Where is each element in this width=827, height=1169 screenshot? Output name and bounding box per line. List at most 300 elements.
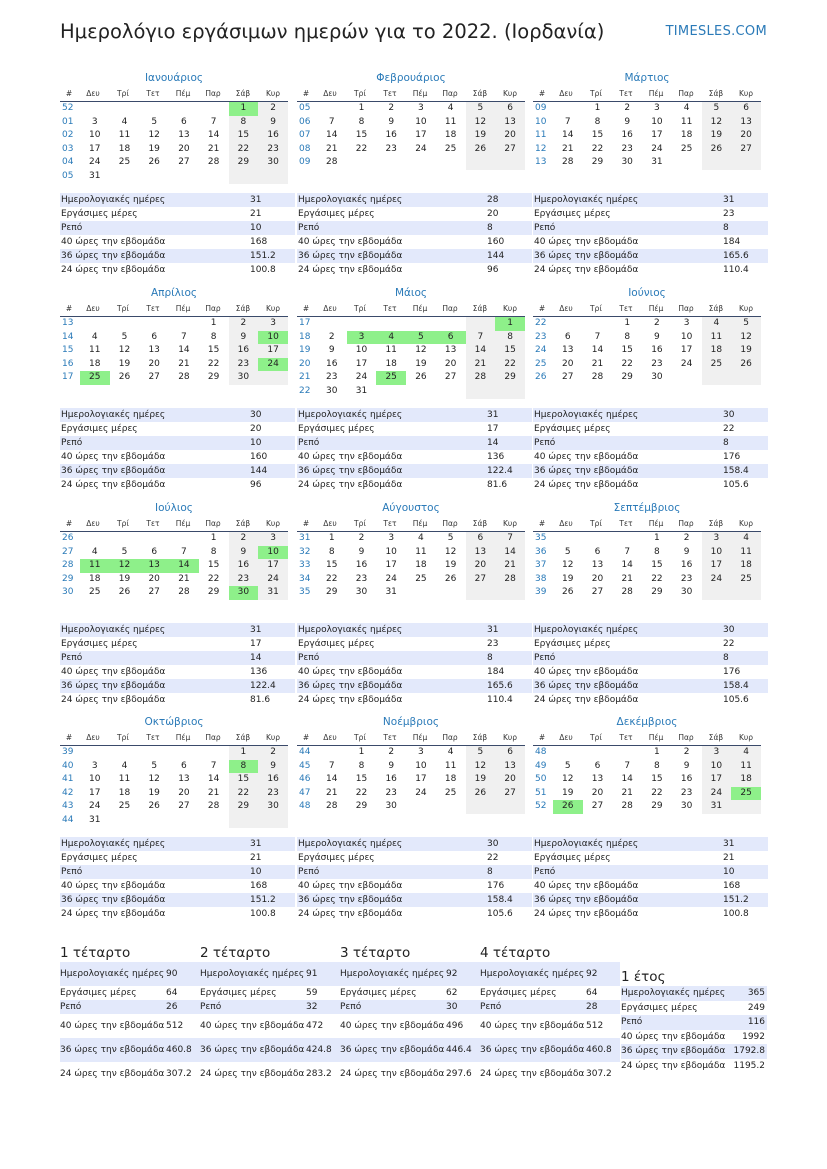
day-cell[interactable]: 17 [355,358,368,369]
day-cell[interactable]: 26 [118,372,131,383]
day-cell[interactable]: 15 [325,560,338,571]
day-cell[interactable]: 14 [169,559,199,573]
day-cell[interactable]: 3 [702,532,732,546]
day-cell[interactable]: 14 [466,344,496,358]
day-cell[interactable]: 27 [591,801,604,812]
day-cell[interactable]: 11 [385,345,397,356]
day-cell[interactable]: 10 [355,345,368,356]
day-cell[interactable]: 2 [258,102,288,116]
day-cell[interactable]: 29 [651,587,663,598]
day-cell[interactable]: 23 [229,573,259,587]
day-cell[interactable]: 6 [731,102,761,116]
day-cell[interactable]: 10 [651,116,663,127]
day-cell[interactable]: 21 [178,573,190,584]
day-cell[interactable]: 26 [148,801,160,812]
day-cell[interactable]: 9 [683,546,690,557]
day-cell[interactable]: 29 [355,801,368,812]
day-cell[interactable]: 5 [466,746,496,760]
day-cell[interactable]: 7 [181,546,187,557]
day-cell[interactable]: 13 [591,560,604,571]
day-cell[interactable]: 27 [495,787,525,801]
day-cell[interactable]: 3 [418,747,424,757]
day-cell[interactable]: 28 [325,801,338,812]
day-cell[interactable]: 13 [139,559,169,573]
day-cell[interactable]: 26 [466,787,496,801]
day-cell[interactable]: 5 [564,760,571,771]
day-cell[interactable]: 30 [325,385,338,396]
day-cell[interactable]: 6 [151,546,158,557]
day-cell[interactable]: 8 [654,546,660,557]
day-cell[interactable]: 30 [229,371,259,385]
day-cell[interactable]: 24 [651,143,663,154]
day-cell[interactable]: 31 [258,586,288,600]
day-cell[interactable]: 25 [88,587,101,598]
day-cell[interactable]: 22 [651,573,663,584]
day-cell[interactable]: 29 [325,587,338,598]
day-cell[interactable]: 19 [415,358,427,369]
day-cell[interactable]: 18 [444,130,457,141]
day-cell[interactable]: 15 [591,130,604,141]
day-cell[interactable]: 16 [385,130,397,141]
day-cell[interactable]: 31 [88,814,101,825]
day-cell[interactable]: 19 [466,773,496,787]
day-cell[interactable]: 13 [178,130,190,141]
day-cell[interactable]: 28 [178,587,190,598]
day-cell[interactable]: 13 [444,345,457,356]
day-cell[interactable]: 16 [258,129,288,143]
day-cell[interactable]: 8 [594,116,601,127]
day-cell[interactable]: 9 [683,760,690,771]
day-cell[interactable]: 23 [680,787,693,798]
day-cell[interactable]: 6 [436,331,466,345]
day-cell[interactable]: 3 [654,103,660,113]
day-cell[interactable]: 7 [210,116,217,127]
day-cell[interactable]: 27 [178,801,190,812]
day-cell[interactable]: 14 [325,774,338,785]
day-cell[interactable]: 6 [466,532,496,546]
day-cell[interactable]: 11 [444,116,457,127]
day-cell[interactable]: 8 [654,760,660,771]
day-cell[interactable]: 28 [178,372,190,383]
day-cell[interactable]: 20 [466,559,496,573]
day-cell[interactable]: 25 [80,371,110,385]
day-cell[interactable]: 23 [355,573,368,584]
day-cell[interactable]: 22 [355,143,368,154]
day-cell[interactable]: 14 [178,345,190,356]
day-cell[interactable]: 28 [621,587,633,598]
day-cell[interactable]: 18 [88,358,101,369]
day-cell[interactable]: 11 [415,546,427,557]
day-cell[interactable]: 22 [207,358,220,369]
day-cell[interactable]: 3 [258,532,288,546]
day-cell[interactable]: 29 [207,587,220,598]
day-cell[interactable]: 18 [415,560,427,571]
day-cell[interactable]: 6 [594,546,601,557]
day-cell[interactable]: 7 [328,760,335,771]
day-cell[interactable]: 22 [355,787,368,798]
day-cell[interactable]: 11 [80,559,110,573]
day-cell[interactable]: 16 [680,774,693,785]
day-cell[interactable]: 26 [553,800,583,814]
day-cell[interactable]: 4 [91,546,98,557]
day-cell[interactable]: 2 [388,747,395,757]
day-cell[interactable]: 9 [388,116,395,127]
day-cell[interactable]: 26 [148,157,160,168]
day-cell[interactable]: 10 [415,116,427,127]
day-cell[interactable]: 21 [561,143,574,154]
day-cell[interactable]: 18 [702,344,732,358]
day-cell[interactable]: 8 [210,546,217,557]
day-cell[interactable]: 13 [591,774,604,785]
day-cell[interactable]: 30 [355,587,368,598]
day-cell[interactable]: 9 [258,116,288,130]
day-cell[interactable]: 19 [444,560,457,571]
day-cell[interactable]: 30 [680,801,693,812]
day-cell[interactable]: 13 [495,760,525,774]
day-cell[interactable]: 29 [207,372,220,383]
day-cell[interactable]: 1 [654,533,660,543]
day-cell[interactable]: 25 [731,573,761,587]
day-cell[interactable]: 22 [229,143,259,157]
day-cell[interactable]: 28 [591,372,604,383]
day-cell[interactable]: 11 [731,760,761,774]
day-cell[interactable]: 30 [621,157,633,168]
day-cell[interactable]: 5 [564,546,571,557]
day-cell[interactable]: 2 [624,103,631,113]
day-cell[interactable]: 21 [591,358,604,369]
day-cell[interactable]: 21 [207,143,220,154]
day-cell[interactable]: 3 [91,760,98,771]
day-cell[interactable]: 10 [415,760,427,771]
day-cell[interactable]: 5 [121,546,128,557]
day-cell[interactable]: 15 [207,560,220,571]
day-cell[interactable]: 1 [358,747,365,757]
day-cell[interactable]: 18 [118,787,131,798]
day-cell[interactable]: 8 [358,116,365,127]
day-cell[interactable]: 14 [207,774,220,785]
day-cell[interactable]: 4 [731,532,761,546]
day-cell[interactable]: 17 [680,345,693,356]
day-cell[interactable]: 25 [444,787,457,798]
day-cell[interactable]: 24 [702,787,732,801]
day-cell[interactable]: 9 [654,331,660,342]
day-cell[interactable]: 27 [148,372,160,383]
day-cell[interactable]: 24 [415,787,427,798]
day-cell[interactable]: 24 [415,143,427,154]
day-cell[interactable]: 27 [561,372,574,383]
day-cell[interactable]: 1 [594,103,601,113]
day-cell[interactable]: 22 [207,573,220,584]
day-cell[interactable]: 12 [148,774,160,785]
day-cell[interactable]: 9 [229,331,259,345]
day-cell[interactable]: 27 [444,372,457,383]
day-cell[interactable]: 20 [591,573,604,584]
day-cell[interactable]: 4 [447,747,454,757]
day-cell[interactable]: 2 [258,746,288,760]
day-cell[interactable]: 22 [229,787,259,801]
day-cell[interactable]: 14 [591,345,604,356]
day-cell[interactable]: 16 [229,559,259,573]
day-cell[interactable]: 23 [258,787,288,801]
day-cell[interactable]: 20 [444,358,457,369]
day-cell[interactable]: 25 [415,573,427,584]
day-cell[interactable]: 8 [358,760,365,771]
day-cell[interactable]: 1 [210,318,217,328]
day-cell[interactable]: 20 [591,787,604,798]
day-cell[interactable]: 25 [680,143,693,154]
day-cell[interactable]: 17 [415,130,427,141]
day-cell[interactable]: 30 [680,587,693,598]
day-cell[interactable]: 26 [415,372,427,383]
day-cell[interactable]: 1 [229,746,259,760]
day-cell[interactable]: 8 [328,546,335,557]
day-cell[interactable]: 3 [347,331,377,345]
day-cell[interactable]: 25 [118,801,131,812]
day-cell[interactable]: 2 [388,103,395,113]
day-cell[interactable]: 23 [385,143,397,154]
day-cell[interactable]: 21 [325,787,338,798]
day-cell[interactable]: 25 [731,787,761,801]
day-cell[interactable]: 14 [325,130,338,141]
day-cell[interactable]: 5 [466,102,496,116]
day-cell[interactable]: 10 [88,774,101,785]
day-cell[interactable]: 5 [447,533,454,543]
day-cell[interactable]: 29 [229,800,259,814]
day-cell[interactable]: 3 [683,318,690,328]
day-cell[interactable]: 28 [561,157,574,168]
day-cell[interactable]: 27 [495,143,525,157]
day-cell[interactable]: 20 [731,129,761,143]
day-cell[interactable]: 12 [110,559,140,573]
day-cell[interactable]: 26 [702,143,732,157]
day-cell[interactable]: 3 [91,116,98,127]
day-cell[interactable]: 5 [151,760,158,771]
day-cell[interactable]: 16 [385,774,397,785]
day-cell[interactable]: 4 [447,103,454,113]
day-cell[interactable]: 3 [702,746,732,760]
day-cell[interactable]: 11 [118,774,131,785]
day-cell[interactable]: 26 [444,573,457,584]
day-cell[interactable]: 5 [702,102,732,116]
day-cell[interactable]: 9 [388,760,395,771]
day-cell[interactable]: 22 [325,573,338,584]
day-cell[interactable]: 24 [702,573,732,587]
day-cell[interactable]: 12 [561,560,574,571]
day-cell[interactable]: 1 [624,318,631,328]
day-cell[interactable]: 12 [148,130,160,141]
day-cell[interactable]: 2 [229,532,259,546]
day-cell[interactable]: 19 [561,573,574,584]
day-cell[interactable]: 15 [229,129,259,143]
day-cell[interactable]: 18 [385,358,397,369]
day-cell[interactable]: 30 [229,586,259,600]
day-cell[interactable]: 21 [466,358,496,372]
day-cell[interactable]: 2 [683,533,690,543]
day-cell[interactable]: 17 [651,130,663,141]
day-cell[interactable]: 18 [118,143,131,154]
day-cell[interactable]: 30 [651,372,663,383]
day-cell[interactable]: 20 [178,787,190,798]
day-cell[interactable]: 6 [181,116,187,127]
day-cell[interactable]: 19 [561,787,574,798]
day-cell[interactable]: 2 [229,317,259,331]
day-cell[interactable]: 5 [121,331,128,342]
day-cell[interactable]: 3 [418,103,424,113]
day-cell[interactable]: 1 [229,102,259,116]
day-cell[interactable]: 9 [229,546,259,560]
day-cell[interactable]: 9 [358,546,365,557]
day-cell[interactable]: 12 [444,546,457,557]
day-cell[interactable]: 1 [654,747,660,757]
day-cell[interactable]: 15 [229,773,259,787]
day-cell[interactable]: 23 [385,787,397,798]
day-cell[interactable]: 22 [591,143,604,154]
day-cell[interactable]: 3 [258,317,288,331]
day-cell[interactable]: 6 [151,331,158,342]
day-cell[interactable]: 28 [207,157,220,168]
day-cell[interactable]: 27 [148,587,160,598]
day-cell[interactable]: 14 [561,130,574,141]
day-cell[interactable]: 16 [325,358,338,369]
day-cell[interactable]: 8 [210,331,217,342]
site-logo[interactable]: TIMESLES.COM [665,24,767,39]
day-cell[interactable]: 13 [466,546,496,560]
day-cell[interactable]: 11 [88,345,101,356]
day-cell[interactable]: 19 [148,787,160,798]
day-cell[interactable]: 10 [258,546,288,560]
day-cell[interactable]: 31 [702,800,732,814]
day-cell[interactable]: 16 [355,560,368,571]
day-cell[interactable]: 25 [376,371,406,385]
day-cell[interactable]: 19 [118,358,131,369]
day-cell[interactable]: 28 [466,371,496,385]
day-cell[interactable]: 20 [495,129,525,143]
day-cell[interactable]: 17 [88,787,101,798]
day-cell[interactable]: 10 [385,546,397,557]
day-cell[interactable]: 12 [466,116,496,130]
day-cell[interactable]: 24 [258,358,288,372]
day-cell[interactable]: 23 [258,143,288,157]
day-cell[interactable]: 30 [258,800,288,814]
day-cell[interactable]: 7 [181,331,187,342]
day-cell[interactable]: 25 [118,157,131,168]
day-cell[interactable]: 31 [88,170,101,181]
day-cell[interactable]: 6 [495,102,525,116]
day-cell[interactable]: 12 [118,345,131,356]
day-cell[interactable]: 23 [325,372,338,383]
day-cell[interactable]: 8 [229,116,259,130]
day-cell[interactable]: 15 [651,774,663,785]
day-cell[interactable]: 2 [683,747,690,757]
day-cell[interactable]: 18 [731,773,761,787]
day-cell[interactable]: 7 [624,546,631,557]
day-cell[interactable]: 4 [376,331,406,345]
day-cell[interactable]: 21 [178,358,190,369]
day-cell[interactable]: 2 [654,318,660,328]
day-cell[interactable]: 23 [680,573,693,584]
day-cell[interactable]: 7 [210,760,217,771]
day-cell[interactable]: 8 [229,760,259,774]
day-cell[interactable]: 13 [561,345,574,356]
day-cell[interactable]: 15 [621,345,633,356]
day-cell[interactable]: 21 [495,559,525,573]
day-cell[interactable]: 10 [88,130,101,141]
day-cell[interactable]: 24 [680,358,693,369]
day-cell[interactable]: 5 [151,116,158,127]
day-cell[interactable]: 16 [621,130,633,141]
day-cell[interactable]: 26 [731,358,761,372]
day-cell[interactable]: 8 [624,331,631,342]
day-cell[interactable]: 20 [178,143,190,154]
day-cell[interactable]: 6 [495,746,525,760]
day-cell[interactable]: 9 [258,760,288,774]
day-cell[interactable]: 20 [561,358,574,369]
day-cell[interactable]: 4 [121,116,128,127]
day-cell[interactable]: 12 [731,331,761,345]
day-cell[interactable]: 2 [358,533,365,543]
day-cell[interactable]: 1 [328,533,335,543]
day-cell[interactable]: 27 [466,573,496,587]
day-cell[interactable]: 6 [181,760,187,771]
day-cell[interactable]: 26 [466,143,496,157]
day-cell[interactable]: 14 [621,774,633,785]
day-cell[interactable]: 21 [325,143,338,154]
day-cell[interactable]: 24 [258,573,288,587]
day-cell[interactable]: 28 [495,573,525,587]
day-cell[interactable]: 14 [207,130,220,141]
day-cell[interactable]: 13 [178,774,190,785]
day-cell[interactable]: 15 [495,344,525,358]
day-cell[interactable]: 29 [651,801,663,812]
day-cell[interactable]: 26 [561,587,574,598]
day-cell[interactable]: 24 [355,372,368,383]
day-cell[interactable]: 29 [229,156,259,170]
day-cell[interactable]: 4 [418,533,424,543]
day-cell[interactable]: 17 [415,774,427,785]
day-cell[interactable]: 17 [258,344,288,358]
day-cell[interactable]: 7 [594,331,601,342]
day-cell[interactable]: 4 [683,103,690,113]
day-cell[interactable]: 4 [702,317,732,331]
day-cell[interactable]: 21 [621,787,633,798]
day-cell[interactable]: 12 [561,774,574,785]
day-cell[interactable]: 15 [207,345,220,356]
day-cell[interactable]: 14 [621,560,633,571]
day-cell[interactable]: 16 [229,344,259,358]
day-cell[interactable]: 20 [495,773,525,787]
day-cell[interactable]: 29 [621,372,633,383]
day-cell[interactable]: 18 [680,130,693,141]
day-cell[interactable]: 19 [702,129,732,143]
day-cell[interactable]: 23 [229,358,259,372]
day-cell[interactable]: 29 [495,371,525,385]
day-cell[interactable]: 28 [621,801,633,812]
day-cell[interactable]: 23 [651,358,663,369]
day-cell[interactable]: 20 [148,573,160,584]
day-cell[interactable]: 21 [207,787,220,798]
day-cell[interactable]: 10 [680,331,693,342]
day-cell[interactable]: 9 [328,345,335,356]
day-cell[interactable]: 5 [731,317,761,331]
day-cell[interactable]: 28 [207,801,220,812]
day-cell[interactable]: 10 [702,546,732,560]
day-cell[interactable]: 14 [495,546,525,560]
day-cell[interactable]: 1 [358,103,365,113]
day-cell[interactable]: 19 [466,129,496,143]
day-cell[interactable]: 11 [731,546,761,560]
day-cell[interactable]: 9 [624,116,631,127]
day-cell[interactable]: 13 [731,116,761,130]
